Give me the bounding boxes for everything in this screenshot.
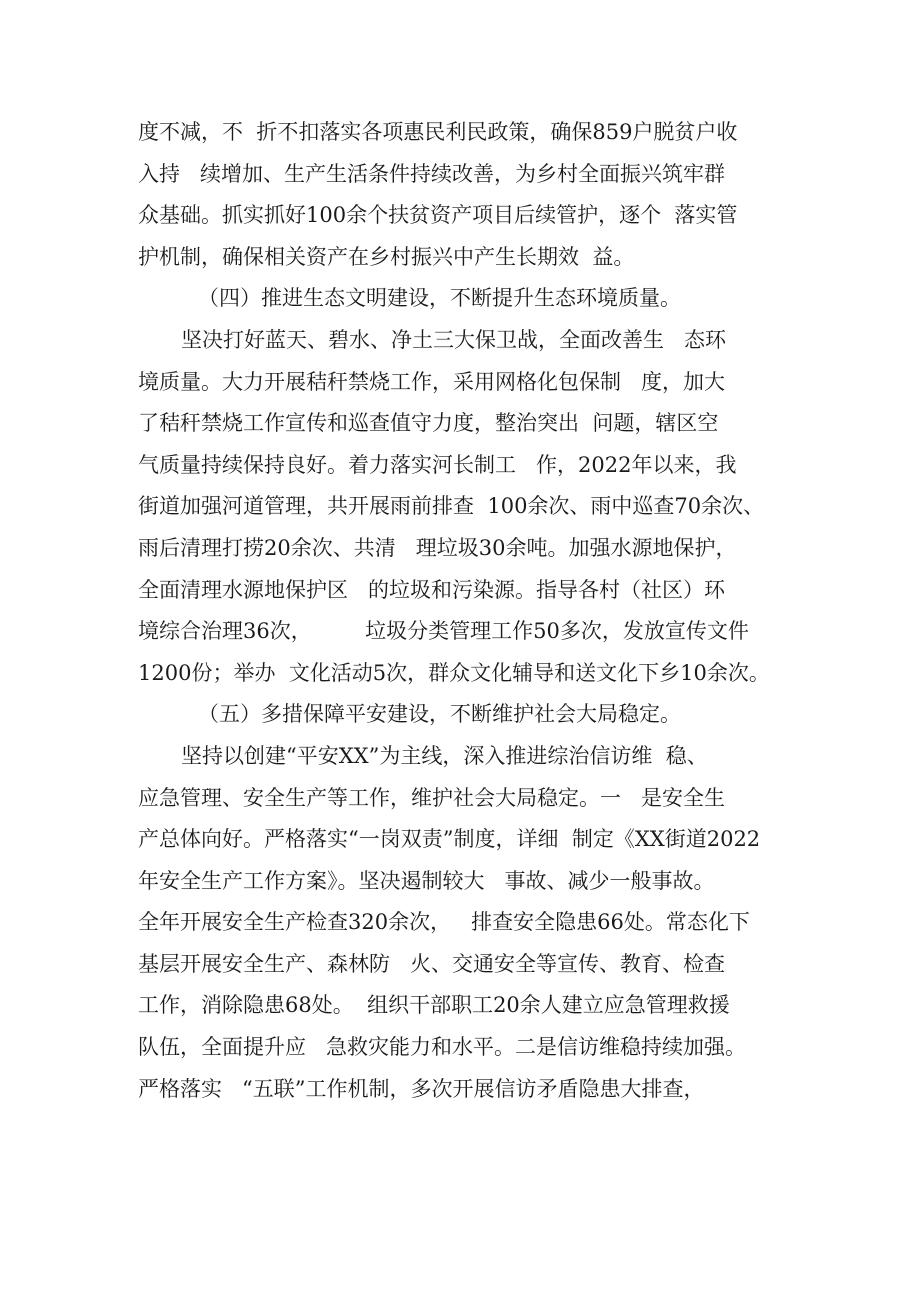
body-line: 雨后清理打捞20余次、共清 理垃圾30余吨。加强水源地保护，	[138, 535, 737, 560]
body-line: 基层开展安全生产、森林防 火、交通安全等宣传、教育、检查	[138, 951, 726, 976]
body-line: 境综合治理36次， 垃圾分类管理工作50多次，发放宣传文件	[138, 619, 749, 644]
body-line: 1200份；举办 文化活动5次，群众文化辅导和送文化下乡10余次。	[138, 660, 770, 685]
body-line: 应急管理、安全生产等工作，维护社会大局稳定。一 是安全生	[138, 785, 726, 810]
section-heading-5: （五）多措保障平安建设，不断维护社会大局稳定。	[198, 702, 681, 727]
section-heading-4: （四）推进生态文明建设，不断提升生态环境质量。	[198, 286, 681, 311]
body-line: 入持 续增加、生产生活条件持续改善，为乡村全面振兴筑牢群	[138, 161, 726, 186]
body-line: 年安全生产工作方案》。坚决遏制较大 事故、减少一般事故。	[138, 868, 715, 893]
body-line: 工作，消除隐患68处。 组织干部职工20余人建立应急管理救援	[138, 993, 730, 1018]
body-line: 众基础。抓实抓好100余个扶贫资产项目后续管护，逐个 落实管	[138, 203, 738, 228]
body-line: 度不减，不 折不扣落实各项惠民利民政策，确保859户脱贫户收	[138, 120, 738, 144]
body-line: 严格落实 “五联”工作机制，多次开展信访矛盾隐患大排查，	[138, 1076, 705, 1101]
body-line: 街道加强河道管理，共开展雨前排查 100余次、雨中巡查70余次、	[138, 494, 765, 519]
body-line: 坚决打好蓝天、碧水、净土三大保卫战，全面改善生 态环	[181, 327, 727, 352]
body-line: 境质量。大力开展秸秆禁烧工作，采用网格化包保制 度，加大	[138, 369, 726, 394]
body-line: 全年开展安全生产检查320余次， 排查安全隐患66处。常态化下	[138, 910, 750, 935]
body-line: 护机制，确保相关资产在乡村振兴中产生长期效 益。	[138, 244, 635, 269]
body-line: 气质量持续保持良好。着力落实河长制工 作，2022年以来，我	[138, 452, 737, 477]
body-line: 队伍，全面提升应 急救灾能力和水平。二是信访维稳持续加强。	[138, 1035, 747, 1060]
body-line: 产总体向好。严格落实“一岗双责”制度，详细 制定《XX街道2022	[138, 827, 761, 852]
body-line: 了秸秆禁烧工作宣传和巡查值守力度，整治突出 问题，辖区空	[138, 411, 719, 436]
body-line: 全面清理水源地保护区 的垃圾和污染源。指导各村（社区）环	[138, 577, 726, 602]
document-body	[138, 112, 798, 1110]
body-line: 坚持以创建“平安XX”为主线，深入推进综治信访维 稳、	[181, 743, 708, 768]
